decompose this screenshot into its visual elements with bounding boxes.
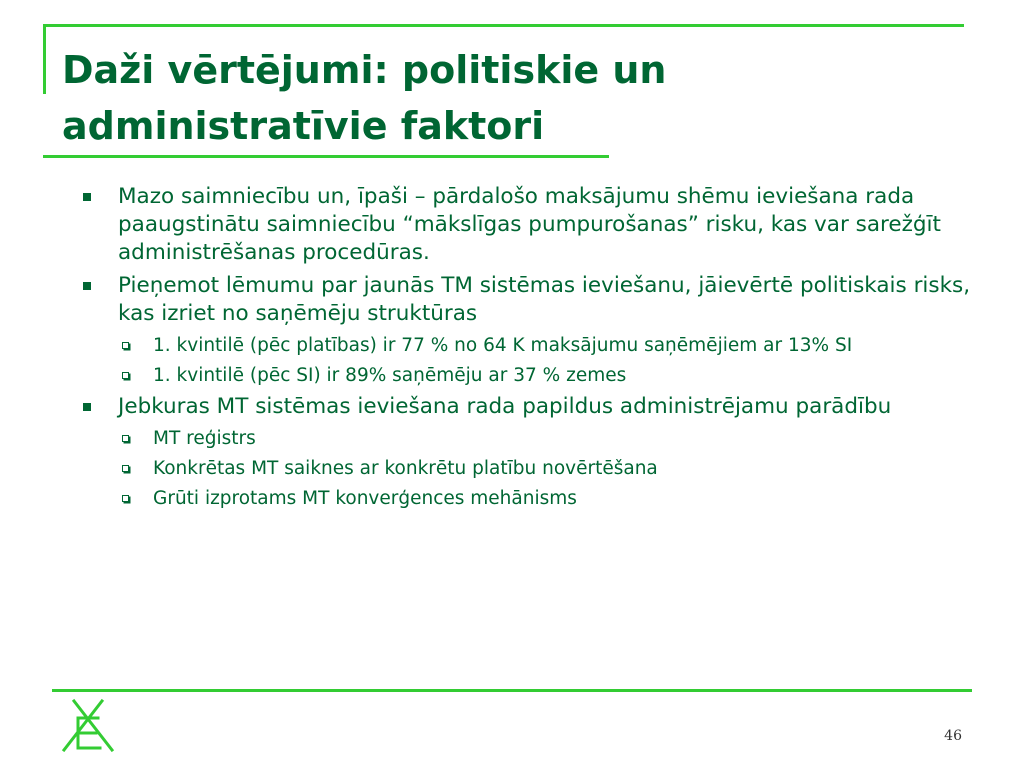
page-number: 46 xyxy=(944,728,962,744)
top-border-line xyxy=(43,24,964,27)
footer-line xyxy=(52,689,972,692)
bullet-text: Jebkuras MT sistēmas ieviešana rada papildus administrējamu parādību xyxy=(118,394,892,419)
vae-logo-icon xyxy=(52,698,124,752)
sub-bullet-item xyxy=(80,456,1000,481)
slide-title-line-1: Daži vērtējumi: politiskie un xyxy=(62,48,667,92)
left-border-line xyxy=(43,24,46,94)
hollow-square-bullet-icon xyxy=(122,342,129,349)
sub-bullet-text: 1. kvintilē (pēc platības) ir 77 % no 64 K maksājumu saņēmējiem ar 13% SI xyxy=(153,335,853,356)
square-bullet-icon xyxy=(83,403,91,411)
bullet-item xyxy=(80,393,1000,421)
sub-bullet-text: Konkrētas MT saiknes ar konkrētu platību novērtēšana xyxy=(153,458,658,479)
slide-title-line-2: administratīvie faktori xyxy=(62,104,545,148)
square-bullet-icon xyxy=(83,193,91,201)
sub-bullet-item xyxy=(80,426,1000,451)
hollow-square-bullet-icon xyxy=(122,465,129,472)
hollow-square-bullet-icon xyxy=(122,495,129,502)
hollow-square-bullet-icon xyxy=(122,435,129,442)
title-underline xyxy=(43,155,609,158)
bullet-text: Mazo saimniecību un, īpaši – pārdalošo maksājumu shēmu ieviešana rada paaugstinātu saimniecību “mākslīgas pumpurošanas” risku, kas var sarežģīt administrēšanas procedūras. xyxy=(118,184,941,265)
hollow-square-bullet-icon xyxy=(122,372,129,379)
sub-bullet-item xyxy=(80,333,1000,358)
sub-bullet-item xyxy=(80,486,1000,511)
slide-title xyxy=(62,42,962,154)
bullet-text: Pieņemot lēmumu par jaunās TM sistēmas ieviešanu, jāievērtē politiskais risks, kas izriet no saņēmēju struktūras xyxy=(118,273,971,326)
square-bullet-icon xyxy=(83,282,91,290)
bullet-list xyxy=(80,183,1000,516)
sub-bullet-item xyxy=(80,363,1000,388)
sub-bullet-text: 1. kvintilē (pēc SI) ir 89% saņēmēju ar 37 % zemes xyxy=(153,365,627,386)
bullet-item xyxy=(80,183,1000,267)
sub-bullet-text: Grūti izprotams MT konverģences mehānisms xyxy=(153,488,577,509)
bullet-item xyxy=(80,272,1000,328)
sub-bullet-text: MT reģistrs xyxy=(153,428,256,449)
